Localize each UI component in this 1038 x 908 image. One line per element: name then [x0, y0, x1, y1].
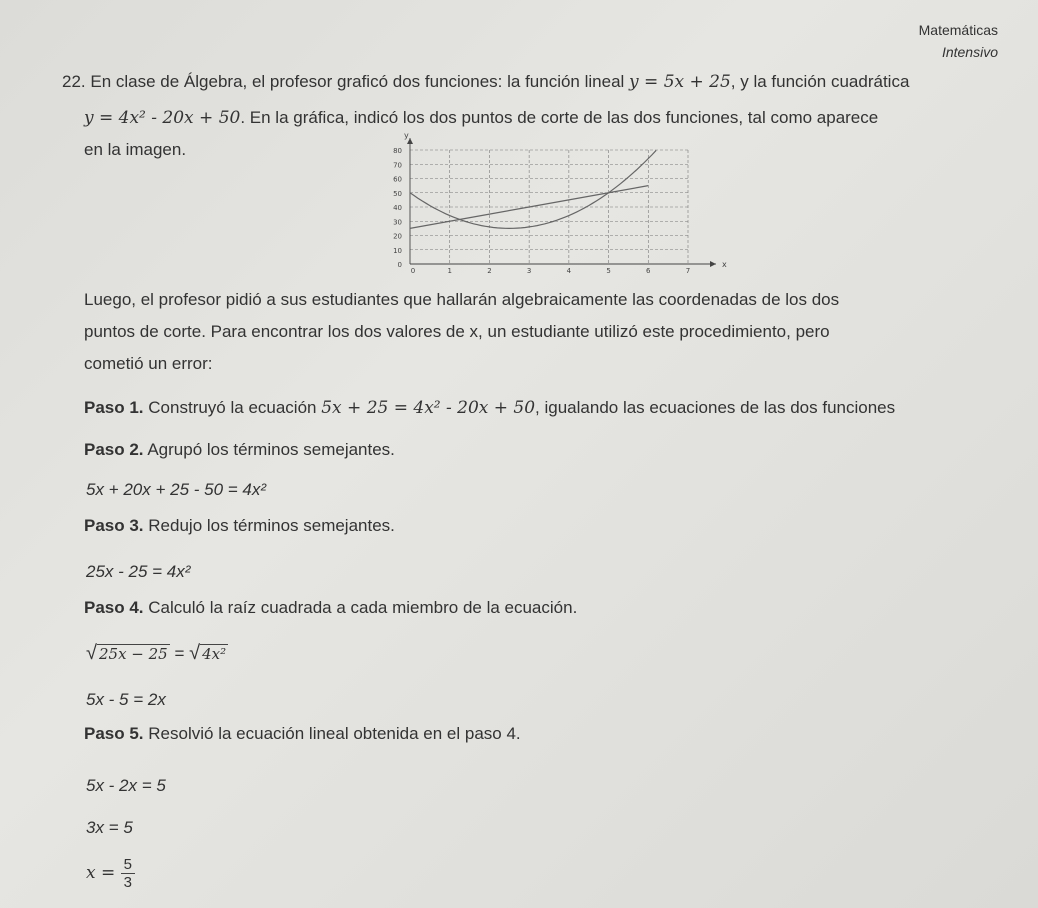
step-2 [84, 440, 395, 460]
step-1-equation: 5x + 25 = 4x² - 20x + 50 [321, 398, 536, 418]
step-2-text: Agrupó los términos semejantes. [147, 440, 395, 459]
problem-intro-c: . En la gráfica, indicó los dos puntos de corte de las dos funciones, tal como aparece [240, 108, 879, 127]
step-4-text: Calculó la raíz cuadrada a cada miembro de la ecuación. [148, 598, 578, 617]
step-5-equation-1: 5x - 2x = 5 [86, 776, 166, 795]
after-line-2: puntos de corte. Para encontrar los dos valores de x, un estudiante utilizó este procedimiento, pero [84, 322, 830, 341]
step-1-text-b: , igualando las ecuaciones de las dos funciones [535, 398, 896, 417]
level-header: Intensivo [941, 44, 998, 60]
x-tick-4: 4 [566, 267, 572, 275]
after-line-3: cometió un error: [84, 354, 213, 373]
x-tick-6: 6 [646, 267, 651, 275]
graph-axes [407, 138, 716, 267]
y-tick-40: 40 [393, 204, 402, 212]
step-2-label: Paso 2. [84, 440, 144, 459]
y-axis-label: y [404, 131, 409, 140]
step-5-equation-2: 3x = 5 [86, 818, 133, 837]
problem-intro-a: En clase de Álgebra, el profesor graficó dos funciones: la función lineal [90, 72, 625, 91]
y-tick-70: 70 [393, 161, 402, 170]
step-1-text-a: Construyó la ecuación [148, 398, 317, 417]
step-4-root-equation [86, 642, 228, 665]
x-axis-arrow [710, 261, 716, 267]
step-3-label: Paso 3. [84, 516, 144, 535]
linear-function: y = 5x + 25 [629, 72, 731, 92]
y-tick-20: 20 [393, 232, 402, 241]
y-tick-30: 30 [393, 218, 402, 227]
step-5-equation-3 [86, 856, 135, 891]
graph-tick-labels [393, 131, 727, 275]
step-5-text: Resolvió la ecuación lineal obtenida en el paso 4. [148, 724, 521, 743]
fraction-denominator: 3 [123, 874, 132, 891]
y-tick-10: 10 [393, 246, 402, 255]
step-1 [84, 398, 895, 418]
sqrt-right-radicand: 4x² [202, 645, 227, 663]
x-tick-5: 5 [606, 267, 611, 275]
sqrt-left-radicand: 25x − 25 [98, 645, 168, 663]
sqrt-right: √ 4x² [189, 642, 227, 664]
step-4-equation-2: 5x - 5 = 2x [86, 690, 166, 709]
step-2-equation: 5x + 20x + 25 - 50 = 4x² [86, 480, 267, 499]
x-tick-2: 2 [487, 267, 492, 275]
y-tick-0: 0 [397, 261, 402, 269]
x-equals: x = [86, 862, 121, 883]
sqrt-equals: = [169, 644, 190, 663]
problem-intro-b: , y la función cuadrática [730, 72, 910, 91]
quadratic-series [410, 150, 656, 228]
step-3 [84, 516, 395, 536]
x-tick-0: 0 [410, 267, 416, 275]
step-3-text: Redujo los términos semejantes. [148, 516, 395, 535]
subject-header: Matemáticas [918, 22, 998, 38]
y-tick-50: 50 [393, 189, 402, 198]
quadratic-function: y = 4x² - 20x + 50 [84, 108, 241, 128]
x-axis-label: x [722, 260, 727, 269]
step-4-label: Paso 4. [84, 598, 144, 617]
problem-number: 22. [62, 72, 86, 91]
problem-line-1 [62, 72, 909, 92]
y-tick-80: 80 [393, 147, 402, 155]
step-5 [84, 724, 521, 744]
graph-curves [410, 150, 656, 228]
fraction-numerator: 5 [121, 856, 135, 874]
sqrt-left: √ 25x − 25 [86, 642, 168, 664]
x-tick-7: 7 [685, 267, 691, 275]
problem-intro-d: en la imagen. [84, 140, 187, 159]
function-graph [358, 130, 748, 280]
problem-line-2 [84, 108, 878, 128]
graph-grid [410, 150, 688, 264]
x-tick-3: 3 [526, 267, 532, 275]
x-tick-1: 1 [447, 267, 452, 275]
step-5-label: Paso 5. [84, 724, 144, 743]
y-tick-60: 60 [393, 175, 402, 184]
step-1-label: Paso 1. [84, 398, 144, 417]
step-4 [84, 598, 577, 618]
after-line-1: Luego, el profesor pidió a sus estudiantes que hallarán algebraicamente las coordenadas de los dos [84, 290, 840, 309]
fraction [121, 856, 135, 891]
step-3-equation: 25x - 25 = 4x² [86, 562, 191, 581]
